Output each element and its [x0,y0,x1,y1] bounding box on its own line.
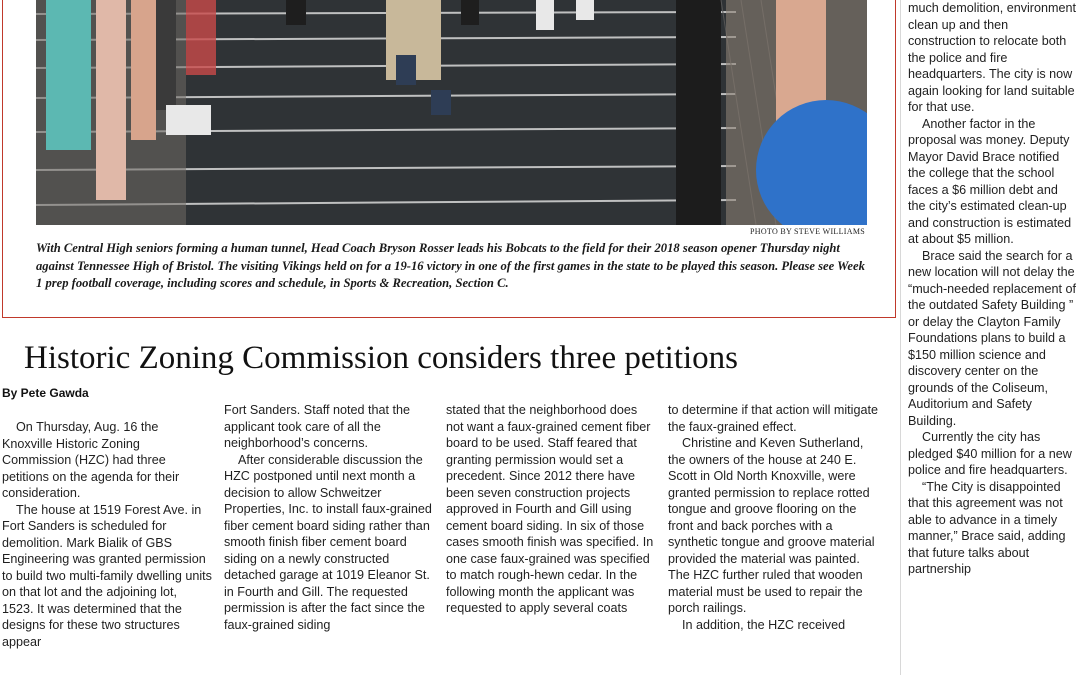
article-byline: By Pete Gawda [2,386,89,400]
paragraph: “The City is disappointed that this agreement was not able to advance in a timely manner,” Brace said, adding that future talks about partnership [908,479,1066,576]
sidebar-column [908,0,1078,578]
article-headline: Historic Zoning Commission considers three petitions [24,340,739,376]
paragraph: Another factor in the proposal was money. Deputy Mayor David Brace notified the college that the school faces a $6 million debt and the city’s estimated clean-up and construction is estimated at about $5 million. [908,116,1072,246]
article-column-4 [668,402,878,633]
column-divider [900,0,901,675]
paragraph: much demolition, environment clean up and then construction to relocate both the police and fire headquarters. The city is now again looking for land suitable for that use. [908,1,1076,114]
track-scene-illustration [36,0,867,225]
paragraph: Brace said the search for a new location will not delay the “much-needed replacement of the outdated Safety Building ” or delay the Clayton Family Foundations plans to build a $150 million science and discovery center on the grounds of the Coliseum, Auditorium and Safety Building. [908,248,1077,428]
article-column-1 [2,419,212,650]
paragraph: On Thursday, Aug. 16 the Knoxville Historic Zoning Commission (HZC) had three petitions on the agenda for their consideration. [2,420,180,500]
paragraph: After considerable discussion the HZC postponed until next month a decision to allow Schweitzer Properties, Inc. to install faux-grained fiber cement board siding rather than smooth finish fiber cement board siding on a newly constructed detached garage at 1019 Eleanor St. in Fourth and Gill. The requested permission is after the fact since the faux-grained siding [224,452,432,632]
article-column-3 [446,402,656,617]
paragraph: Christine and Keven Sutherland, the owners of the house at 240 E. Scott in Old North Knoxville, were granted permission to replace rotted tongue and groove flooring on the front and back porches with a synthetic tongue and groove material provided the material was painted. The HZC further ruled that wooden material must be used to repair the porch railings. [668,436,875,615]
paragraph: to determine if that action will mitigate the faux-grained effect. [668,403,878,434]
paragraph: The house at 1519 Forest Ave. in Fort Sanders is scheduled for demolition. Mark Bialik of GBS Engineering was granted permission to build two multi-family dwelling units on that lot and the adjoining lot, 1523. It was determined that the designs for these two structures appear [2,502,212,649]
paragraph: In addition, the HZC received [682,617,846,632]
photo-credit: PHOTO BY STEVE WILLIAMS [750,227,865,236]
photo-caption: With Central High seniors forming a human tunnel, Head Coach Bryson Rosser leads his Bobcats to the field for their 2018 season opener Thursday night against Tennessee High of Bristol. The visiting Vikings held on for a 19-16 victory in one of the first games in the state to be played this season. Please see Week 1 prep football coverage, including scores and schedule, in Sports & Recreation, Section C. [36,241,865,290]
photo-frame [2,0,896,318]
paragraph: stated that the neighborhood does not want a faux-grained cement fiber board to be used. Staff feared that granting permission would set a precedent. Since 2012 there have been seven construction projects approved in Fourth and Gill using cement board siding. In six of those cases smooth finish was specified. In one case faux-grained was specified to match rough-hewn cedar. In the following month the applicant was requested to apply several coats [446,403,654,615]
paragraph: Fort Sanders. Staff noted that the applicant took care of all the neighborhood’s concerns. [224,403,410,450]
paragraph: Currently the city has pledged $40 million for a new police and fire headquarters. [908,430,1072,477]
football-tunnel-photo [36,0,867,225]
article-column-2 [224,402,432,633]
